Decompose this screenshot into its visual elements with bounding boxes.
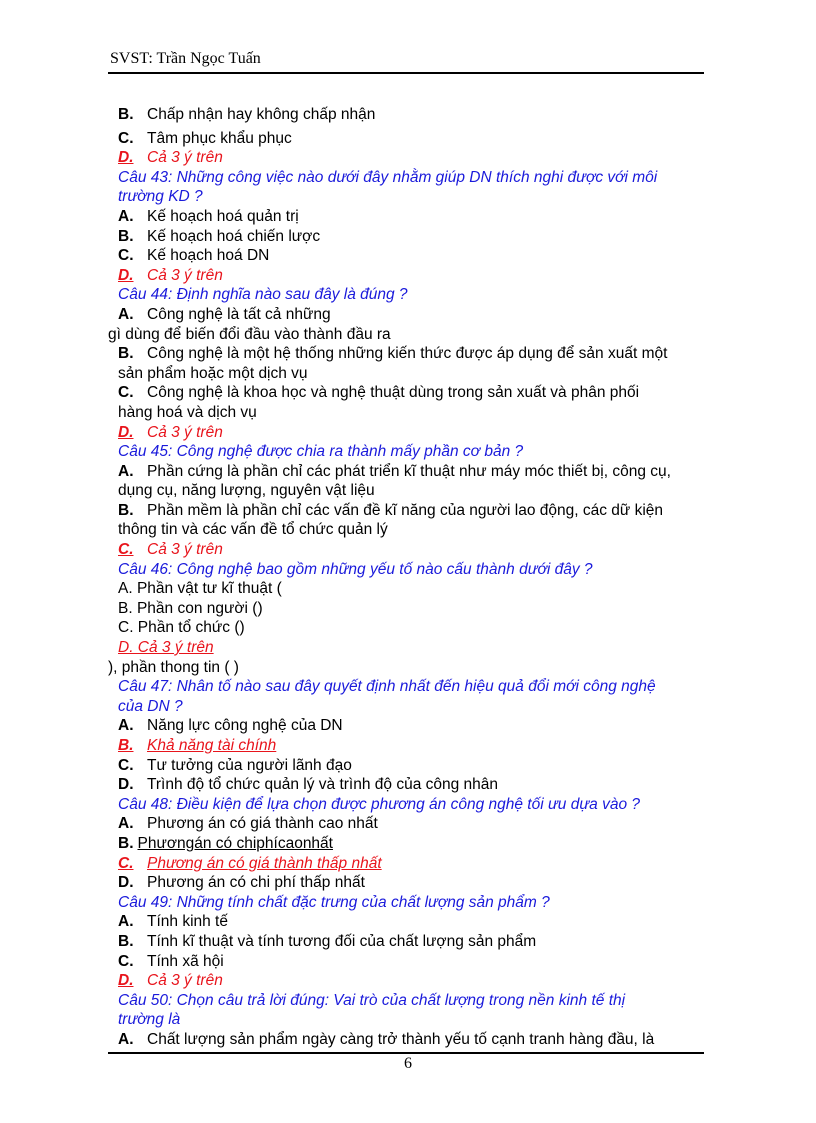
option-letter: B. xyxy=(118,834,134,852)
correct-answer-line xyxy=(118,423,708,443)
option-text: Tư tưởng của người lãnh đạo xyxy=(147,756,352,774)
option-text: Khả năng tài chính xyxy=(147,737,277,754)
correct-answer-line: D. Cả 3 ý trên xyxy=(118,639,214,657)
option-line xyxy=(118,834,708,854)
option-text: Cả 3 ý trên xyxy=(147,972,223,990)
question-line: trường là xyxy=(118,1011,181,1029)
option-line xyxy=(118,756,708,776)
option-letter: D. xyxy=(118,972,134,990)
option-letter: B. xyxy=(118,737,134,754)
option-letter: A. xyxy=(118,462,134,480)
continuation-line: ), phần thong tin ( ) xyxy=(108,658,239,676)
page-number: 6 xyxy=(404,1055,412,1072)
option-line xyxy=(118,775,708,795)
option-text: Chấp nhận hay không chấp nhận xyxy=(147,106,376,123)
option-line xyxy=(118,246,708,266)
option-text: Chất lượng sản phẩm ngày càng trở thành yếu tố cạnh tranh hàng đầu, là xyxy=(147,1030,655,1048)
option-letter: A. xyxy=(118,913,134,931)
header-divider xyxy=(108,72,704,74)
option-letter: C. xyxy=(118,384,134,402)
option-letter: B. xyxy=(118,501,134,519)
option-line xyxy=(118,305,708,325)
question-line: của DN ? xyxy=(118,697,183,715)
continuation-line: dụng cụ, năng lượng, nguyên vật liệu xyxy=(118,482,375,500)
option-line xyxy=(118,1030,708,1050)
page-body xyxy=(108,105,708,1050)
question-line: Câu 43: Những công việc nào dưới đây nhằm giúp DN thích nghi được với môi xyxy=(118,168,658,186)
option-line xyxy=(118,383,708,403)
option-text: Kế hoạch hoá quản trị xyxy=(147,207,299,225)
footer-divider xyxy=(108,1052,704,1054)
plain-option-line: C. Phần tổ chức () xyxy=(118,619,245,637)
option-line xyxy=(118,207,708,227)
option-line xyxy=(118,952,708,972)
option-letter: A. xyxy=(118,815,134,833)
option-letter: A. xyxy=(118,207,134,225)
question-line: trường KD ? xyxy=(118,188,203,206)
option-letter: D. xyxy=(118,776,134,794)
option-line xyxy=(118,814,708,834)
option-letter: C. xyxy=(118,129,134,147)
option-line xyxy=(118,129,708,149)
option-letter: C. xyxy=(118,952,134,970)
option-text: Công nghệ là khoa học và nghệ thuật dùng trong sản xuất và phân phối xyxy=(147,384,640,402)
option-text: Công nghệ là một hệ thống những kiến thức được áp dụng để sản xuất một xyxy=(147,345,668,363)
option-text: Phương án có chi phí thấp nhất xyxy=(147,874,365,892)
correct-answer-line xyxy=(118,266,708,286)
option-letter: C. xyxy=(118,541,134,559)
plain-option-line: A. Phần vật tư kĩ thuật ( xyxy=(118,580,282,598)
option-line xyxy=(118,462,708,482)
option-line xyxy=(118,344,708,364)
question-line: Câu 45: Công nghệ được chia ra thành mấy phần cơ bản ? xyxy=(118,443,524,461)
option-text: Phần cứng là phần chỉ các phát triển kĩ thuật như máy móc thiết bị, công cụ, xyxy=(147,462,671,480)
option-line xyxy=(118,227,708,247)
continuation-line: hàng hoá và dịch vụ xyxy=(118,403,257,421)
option-letter: B. xyxy=(118,932,134,950)
question-line: Câu 44: Định nghĩa nào sau đây là đúng ? xyxy=(118,286,408,304)
option-letter: A. xyxy=(118,717,134,735)
option-letter: C. xyxy=(118,756,134,774)
question-line: Câu 50: Chọn câu trả lời đúng: Vai trò của chất lượng trong nền kinh tế thị xyxy=(118,991,626,1009)
continuation-line: gì dùng để biến đổi đầu vào thành đầu ra xyxy=(108,325,391,343)
correct-answer-line xyxy=(118,971,708,991)
option-text: Tính kĩ thuật và tính tương đối của chất lượng sản phẩm xyxy=(147,932,537,950)
question-line: Câu 47: Nhân tố nào sau đây quyết định nhất đến hiệu quả đổi mới công nghệ xyxy=(118,678,656,696)
option-text: Tâm phục khẩu phục xyxy=(147,129,292,147)
option-letter: C. xyxy=(118,247,134,265)
correct-answer-line xyxy=(118,148,708,168)
option-text: Kế hoạch hoá DN xyxy=(147,247,270,265)
option-letter: B. xyxy=(118,106,134,123)
correct-answer-line xyxy=(118,540,708,560)
option-text: Cả 3 ý trên xyxy=(147,541,223,559)
option-letter: D. xyxy=(118,266,134,284)
page-header-author: SVST: Trần Ngọc Tuấn xyxy=(110,50,261,67)
option-text: Trình độ tổ chức quản lý và trình độ của công nhân xyxy=(147,776,499,794)
option-text: Kế hoạch hoá chiến lược xyxy=(147,227,321,245)
correct-answer-line xyxy=(118,854,708,874)
option-text: Phương án có giá thành thấp nhất xyxy=(147,854,382,872)
continuation-line: thông tin và các vấn đề tổ chức quản lý xyxy=(118,521,388,539)
option-letter: B. xyxy=(118,227,134,245)
option-text: Năng lực công nghệ của DN xyxy=(147,717,343,735)
option-text: Phần mềm là phần chỉ các vấn đề kĩ năng của người lao động, các dữ kiện xyxy=(147,501,664,519)
option-line xyxy=(118,105,708,125)
option-letter: C. xyxy=(118,854,134,872)
option-text: Cả 3 ý trên xyxy=(147,266,223,284)
question-line: Câu 48: Điều kiện để lựa chọn được phương án công nghệ tối ưu dựa vào ? xyxy=(118,795,640,813)
option-letter: D. xyxy=(118,423,134,441)
option-letter: B. xyxy=(118,345,134,363)
option-text: Phươngán có chiphícaonhất xyxy=(137,834,333,852)
option-line xyxy=(118,716,708,736)
option-letter: A. xyxy=(118,305,134,323)
option-text: Tính xã hội xyxy=(147,952,224,970)
option-line xyxy=(118,912,708,932)
option-letter: D. xyxy=(118,149,134,167)
option-line xyxy=(118,501,708,521)
option-text: Tính kinh tế xyxy=(147,913,228,931)
option-text: Cả 3 ý trên xyxy=(147,423,223,441)
option-text: Cả 3 ý trên xyxy=(147,149,223,167)
correct-answer-line xyxy=(118,736,708,756)
plain-option-line: B. Phần con người () xyxy=(118,599,263,617)
option-line xyxy=(118,873,708,893)
option-line xyxy=(118,932,708,952)
question-line: Câu 46: Công nghệ bao gồm những yếu tố nào cấu thành dưới đây ? xyxy=(118,560,593,578)
option-letter: D. xyxy=(118,874,134,892)
option-text: Phương án có giá thành cao nhất xyxy=(147,815,378,833)
option-text: Công nghệ là tất cả những xyxy=(147,305,331,323)
option-letter: A. xyxy=(118,1030,134,1048)
question-line: Câu 49: Những tính chất đặc trưng của chất lượng sản phẩm ? xyxy=(118,893,550,911)
continuation-line: sản phẩm hoặc một dịch vụ xyxy=(118,364,308,382)
